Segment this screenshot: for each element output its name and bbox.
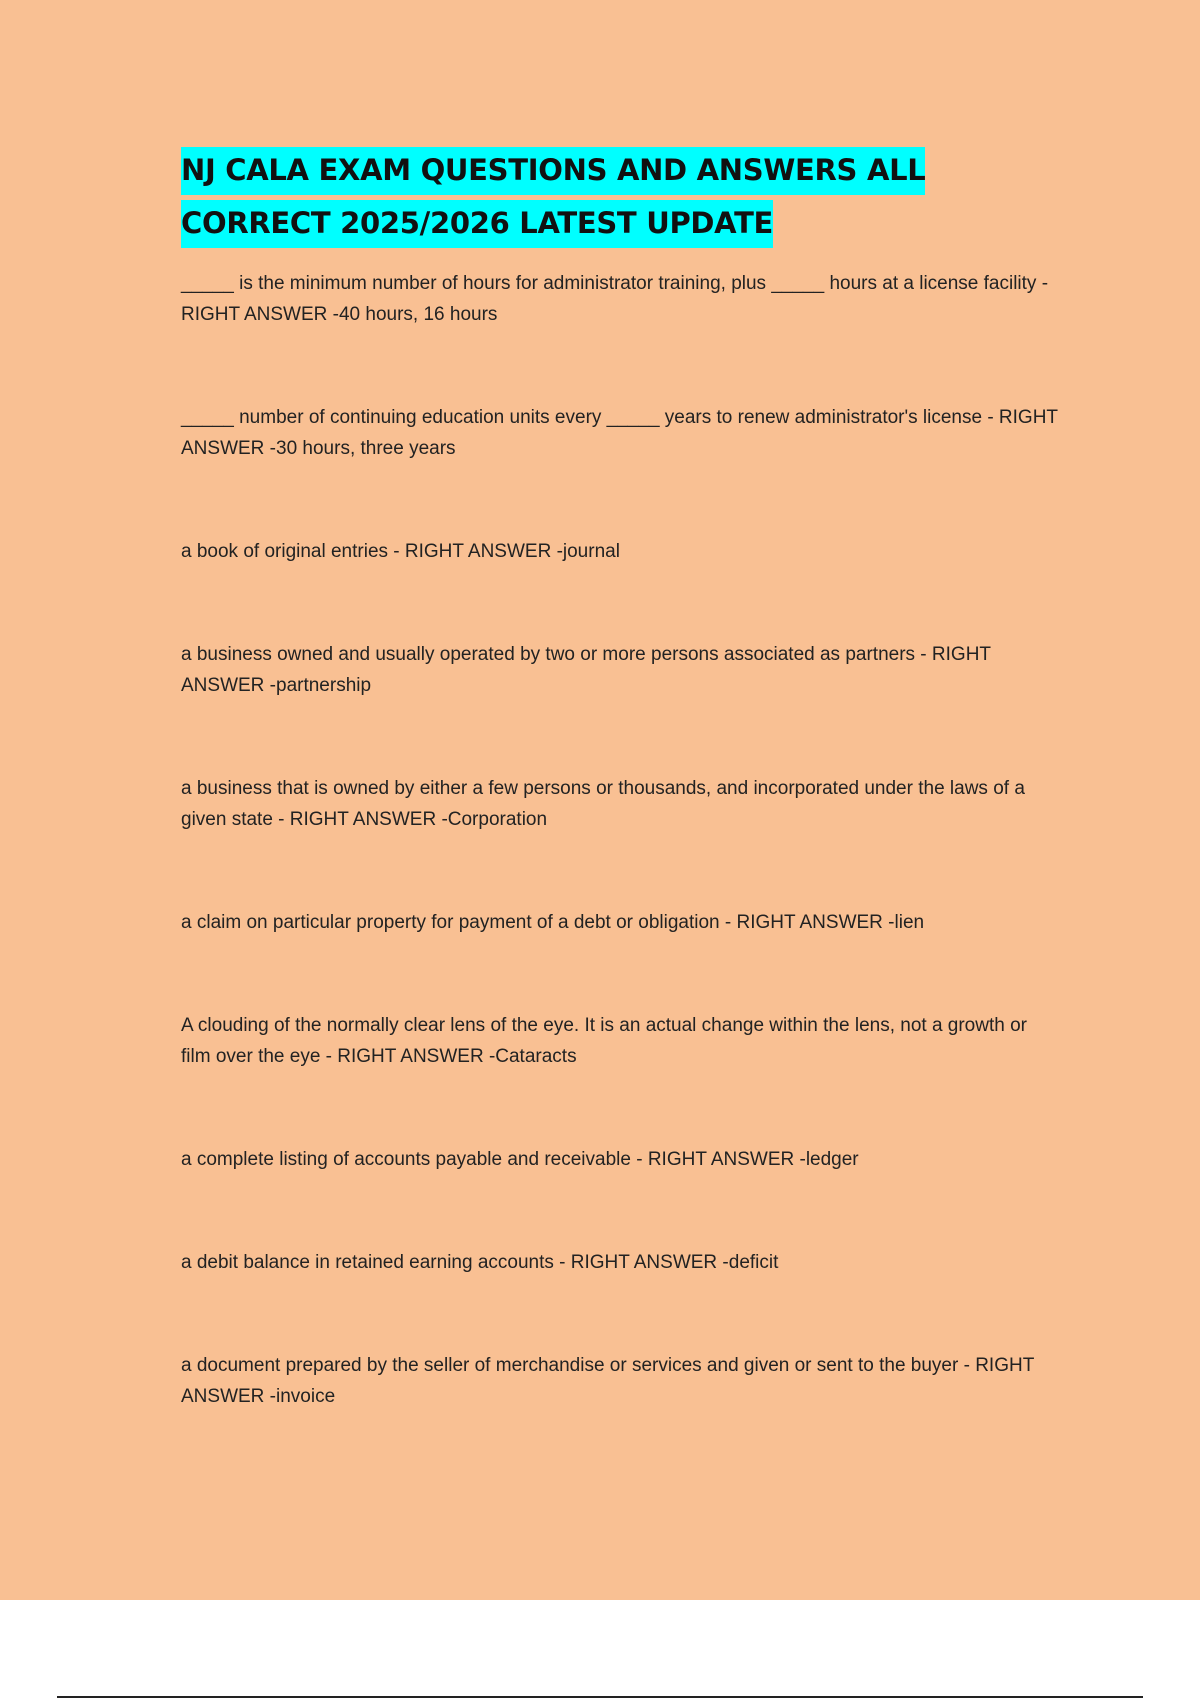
- title-highlight-line-1: NJ CALA EXAM QUESTIONS AND ANSWERS ALL: [181, 147, 925, 195]
- qa-item: a document prepared by the seller of merchandise or services and given or sent to the buyer - RIGHT ANSWER -invoice: [181, 1355, 1034, 1407]
- qa-item: a debit balance in retained earning accounts - RIGHT ANSWER -deficit: [181, 1252, 779, 1273]
- title-highlight-line-2: CORRECT 2025/2026 LATEST UPDATE: [181, 200, 773, 248]
- qa-item: a business owned and usually operated by two or more persons associated as partners - RIGHT ANSWER -partnership: [181, 644, 991, 696]
- qa-item: A clouding of the normally clear lens of the eye. It is an actual change within the lens, not a growth or film over the eye - RIGHT ANSWER -Cataracts: [181, 1015, 1027, 1067]
- qa-item: _____ is the minimum number of hours for administrator training, plus _____ hours at a license facility - RIGHT ANSWER -40 hours, 16 hours: [181, 273, 1049, 325]
- footer-divider: [57, 1696, 1143, 1698]
- qa-item: a business that is owned by either a few persons or thousands, and incorporated under the laws of a given state - RIGHT ANSWER -Corporation: [181, 778, 1025, 830]
- qa-item: a claim on particular property for payment of a debt or obligation - RIGHT ANSWER -lien: [181, 912, 925, 933]
- qa-list: [181, 268, 1061, 1484]
- qa-item: a book of original entries - RIGHT ANSWER -journal: [181, 541, 620, 562]
- qa-item: a complete listing of accounts payable and receivable - RIGHT ANSWER -ledger: [181, 1149, 859, 1170]
- qa-item: _____ number of continuing education units every _____ years to renew administrator's license - RIGHT ANSWER -30 hours, three years: [181, 407, 1058, 459]
- document-title: [181, 144, 1061, 250]
